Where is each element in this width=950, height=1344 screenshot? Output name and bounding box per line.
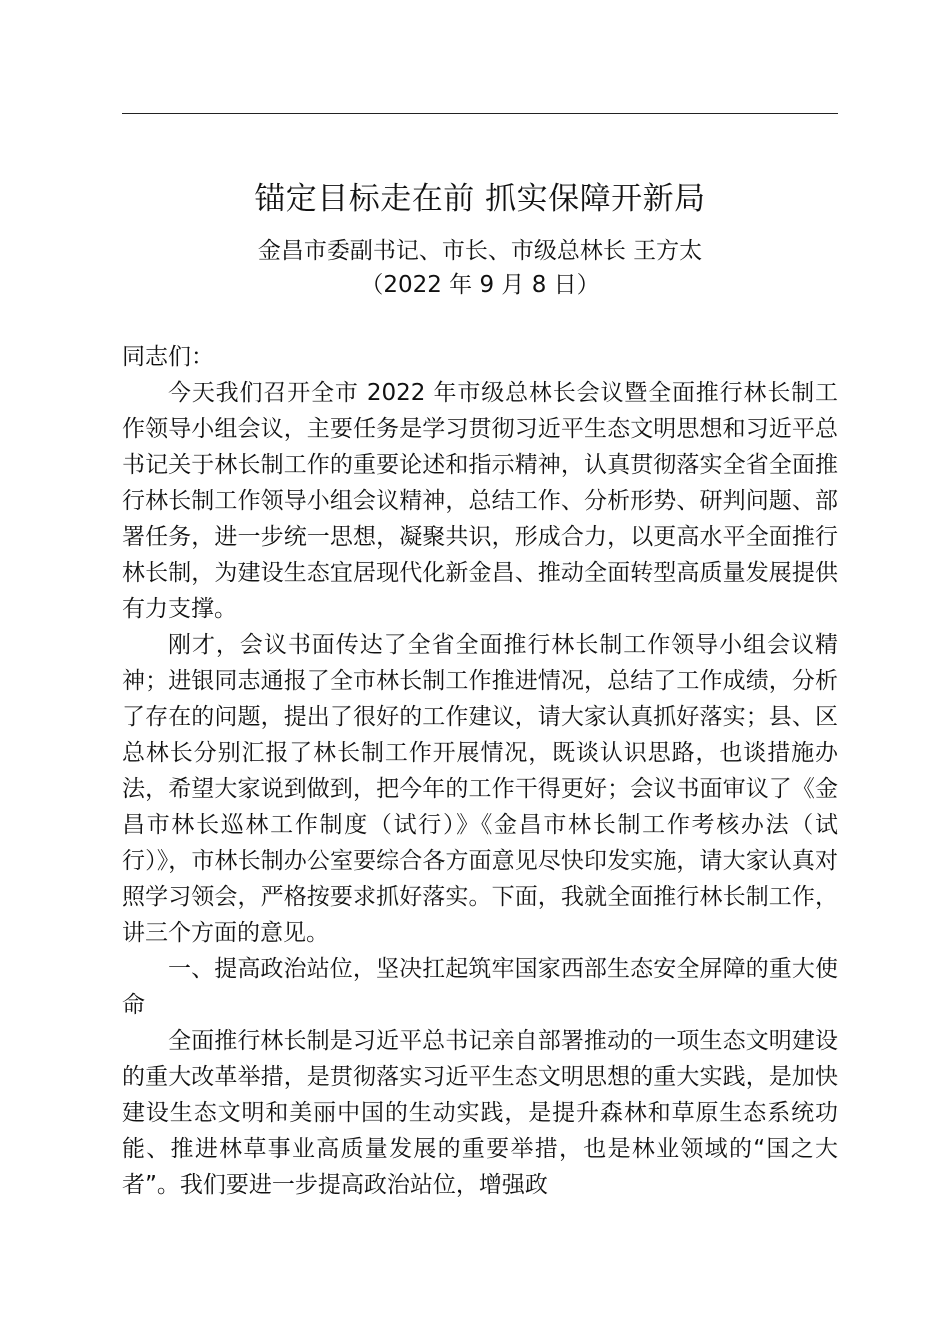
document-body bbox=[122, 339, 838, 1203]
document-author: 金昌市委副书记、市长、市级总林长 王方太 bbox=[257, 238, 703, 264]
section-heading-1: 一、提高政治站位，坚决扛起筑牢国家西部生态安全屏障的重大使命 bbox=[122, 956, 838, 1018]
paragraph-section-1: 全面推行林长制是习近平总书记亲自部署推动的一项生态文明建设的重大改革举措，是贯彻落实习近平生态文明思想的重大实践，是加快建设生态文明和美丽中国的生动实践，是提升森林和草原生态系统功能、推进林草事业高质量发展的重要举措，也是林业领域的“国之大者”。我们要进一步提高政治站位，增强政 bbox=[122, 1028, 838, 1198]
header-rule bbox=[122, 113, 838, 114]
salutation: 同志们： bbox=[122, 344, 214, 370]
paragraph-review: 刚才，会议书面传达了全省全面推行林长制工作领导小组会议精神；进银同志通报了全市林长制工作推进情况，总结了工作成绩，分析了存在的问题，提出了很好的工作建议，请大家认真抓好落实；县、区总林长分别汇报了林长制工作开展情况，既谈认识思路，也谈措施办法，希望大家说到做到，把今年的工作干得更好；会议书面审议了《金昌市林长巡林工作制度（试行）》《金昌市林长制工作考核办法（试行）》，市林长制办公室要综合各方面意见尽快印发实施，请大家认真对照学习领会，严格按要求抓好落实。下面，我就全面推行林长制工作，讲三个方面的意见。 bbox=[122, 632, 838, 946]
document-date: （2022 年 9 月 8 日） bbox=[360, 272, 600, 298]
document-title: 锚定目标走在前 抓实保障开新局 bbox=[254, 181, 706, 217]
paragraph-opening: 今天我们召开全市 2022 年市级总林长会议暨全面推行林长制工作领导小组会议，主要任务是学习贯彻习近平生态文明思想和习近平总书记关于林长制工作的重要论述和指示精神，认真贯彻落实全省全面推行林长制工作领导小组会议精神，总结工作、分析形势、研判问题、部署任务，进一步统一思想，凝聚共识，形成合力，以更高水平全面推行林长制，为建设生态宜居现代化新金昌、推动全面转型高质量发展提供有力支撑。 bbox=[122, 380, 838, 622]
